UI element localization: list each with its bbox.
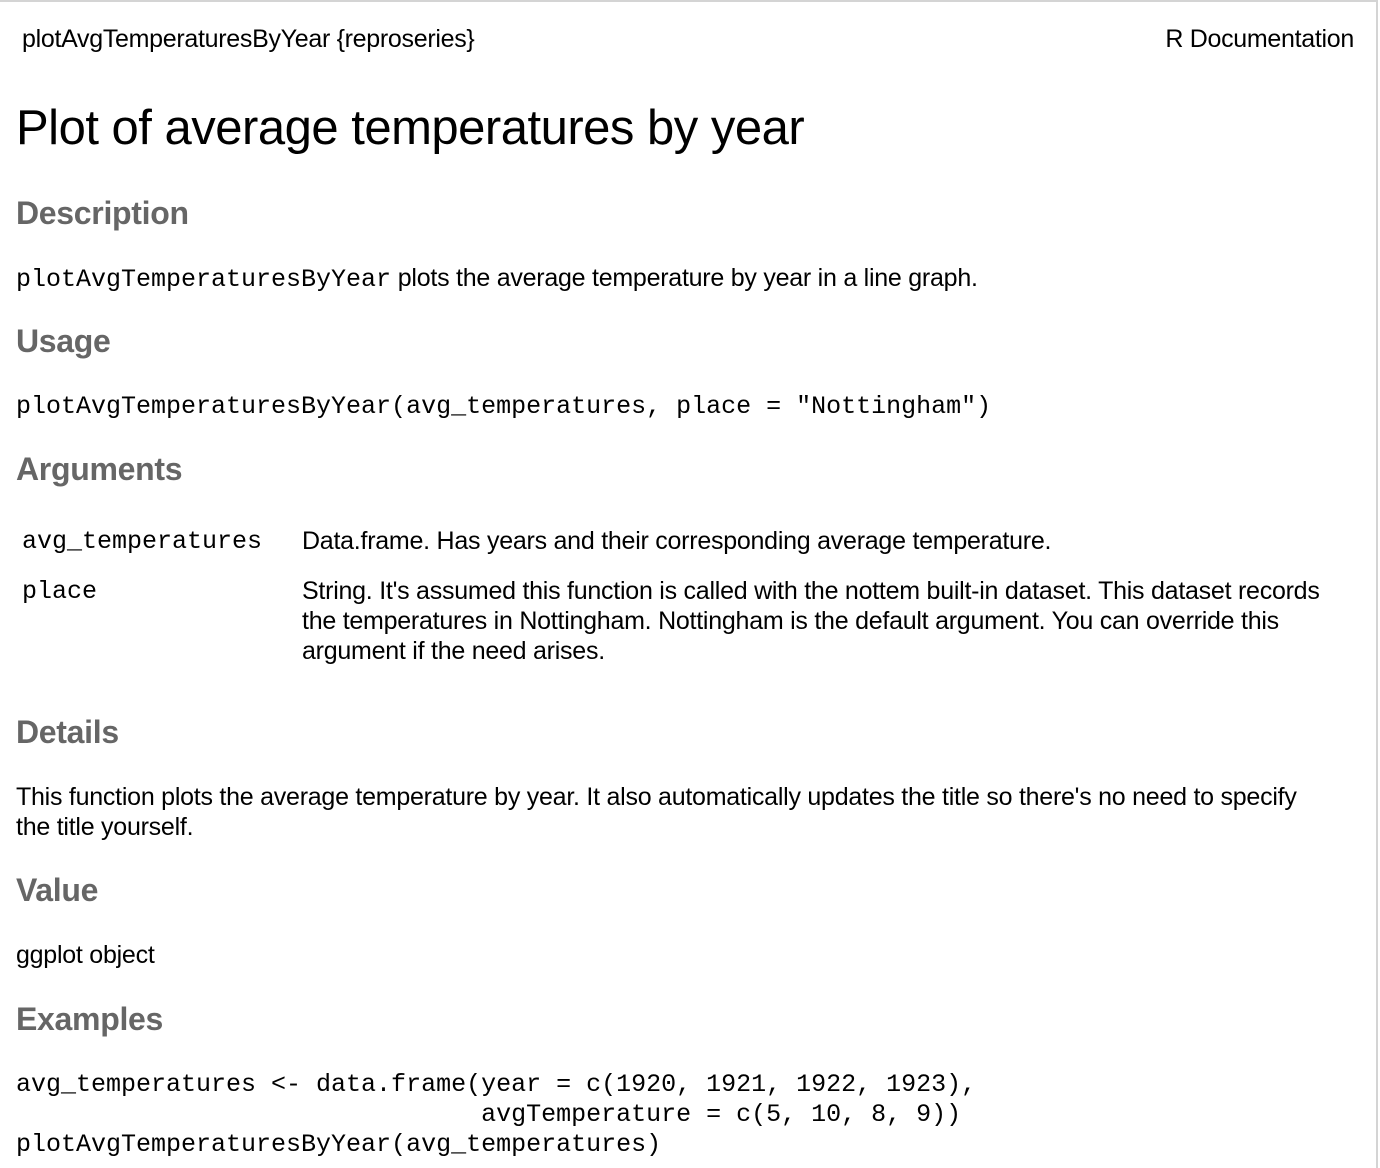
argument-description: Data.frame. Has years and their corresponding average temperature. <box>302 527 1052 555</box>
description-text <box>16 263 978 295</box>
argument-description: String. It's assumed this function is called with the nottem built-in dataset. This dataset records the temperatures in Nottingham. Nottingham is the default argument. You can override this argument if the need arises. <box>302 577 1320 665</box>
value-heading: Value <box>16 872 99 908</box>
description-body: plots the average temperature by year in a line graph. <box>391 264 978 292</box>
description-function-name: plotAvgTemperaturesByYear <box>16 265 392 294</box>
examples-heading: Examples <box>16 1001 164 1037</box>
argument-name: avg_temperatures <box>22 527 263 556</box>
value-text: ggplot object <box>16 941 155 969</box>
help-header <box>22 24 1354 54</box>
topic-label: plotAvgTemperaturesByYear {reproseries} <box>22 25 475 53</box>
r-documentation-label: R Documentation <box>1165 25 1354 53</box>
page-title: Plot of average temperatures by year <box>16 101 805 155</box>
examples-code: avg_temperatures <- data.frame(year = c(1920, 1921, 1922, 1923), avgTemperature = c(5, 10, 8, 9)) plotAvgTemperaturesByYear(avg_temperatures) <box>16 1070 977 1159</box>
arguments-heading: Arguments <box>16 451 183 487</box>
usage-heading: Usage <box>16 323 111 359</box>
description-heading: Description <box>16 195 189 231</box>
argument-name: place <box>22 577 98 606</box>
details-text: This function plots the average temperature by year. It also automatically updates the title so there's no need to specify the title yourself. <box>16 783 1297 841</box>
usage-code: plotAvgTemperaturesByYear(avg_temperatures, place = "Nottingham") <box>16 392 992 421</box>
details-heading: Details <box>16 714 119 750</box>
